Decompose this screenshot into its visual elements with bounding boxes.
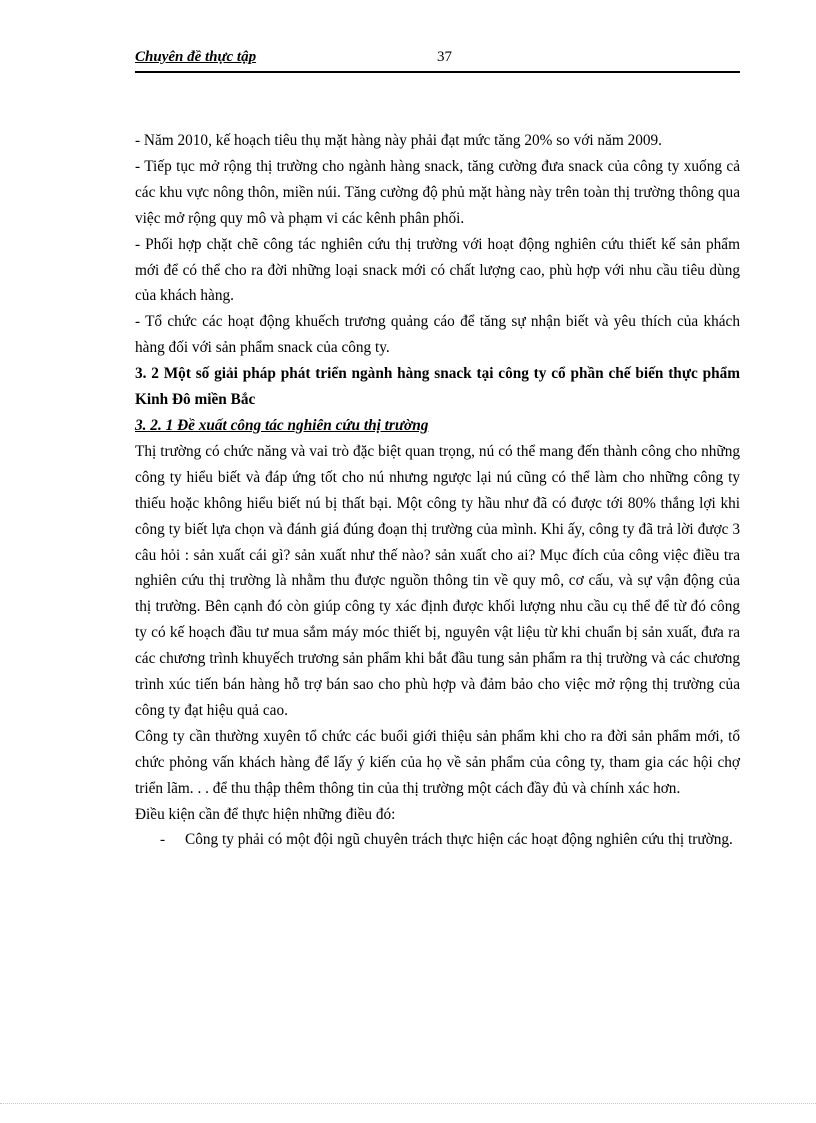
paragraph: Thị trường có chức năng và vai trò đặc biệt quan trọng, nú có thể mang đến thành công cho những công ty hiểu biết và đáp ứng tốt cho nú nhưng ngược lại nú cũng có thể làm cho những công ty thiếu hoặc không hiểu biết nú bị thất bại. Một công ty hầu như đã có được tới 80% thắng lợi khi công ty biết lựa chọn và đánh giá đúng đoạn thị trường của mình. Khi ấy, công ty đã trả lời được 3 câu hỏi : sản xuất cái gì? sản xuất như thế nào? sản xuất cho ai? Mục đích của công việc điều tra nghiên cứu thị trường là nhằm thu được nguồn thông tin về quy mô, cơ cấu, và sự vận động của thị trường. Bên cạnh đó còn giúp công ty xác định được khối lượng nhu cầu cụ thể để từ đó công ty có kế hoạch đầu tư mua sắm máy móc thiết bị, nguyên vật liệu từ khi chuẩn bị sản xuất, đưa ra các chương trình khuyếch trương sản phẩm khi bắt đầu tung sản phẩm ra thị trường và các chương trình xúc tiến bán hàng hỗ trợ bán sao cho phù hợp và đảm bảo cho việc mở rộng thị trường của công ty đạt hiệu quả cao. <box>135 442 740 719</box>
subsection-heading: 3. 2. 1 Đề xuất công tác nghiên cứu thị trường <box>135 416 429 434</box>
document-body <box>135 128 740 853</box>
paragraph: - Phối hợp chặt chẽ công tác nghiên cứu thị trường với hoạt động nghiên cứu thiết kế sản phẩm mới để có thể cho ra đời những loại snack mới có chất lượng cao, phù hợp với nhu cầu tiêu dùng của khách hàng. <box>135 235 740 305</box>
paragraph: - Tổ chức các hoạt động khuếch trương quảng cáo để tăng sự nhận biết và yêu thích của khách hàng đối với sản phẩm snack của công ty. <box>135 313 740 357</box>
list-marker: - <box>160 831 166 849</box>
page-number: 37 <box>437 49 452 65</box>
paragraph: - Năm 2010, kế hoạch tiêu thụ mặt hàng này phải đạt mức tăng 20% so với năm 2009. <box>135 132 663 149</box>
section-heading: 3. 2 Một số giải pháp phát triển ngành hàng snack tại công ty cổ phần chế biến thực phẩm Kinh Đô miền Bắc <box>135 365 740 409</box>
page-bottom-divider <box>0 1103 816 1104</box>
list-item <box>135 827 740 853</box>
page-header <box>135 47 740 73</box>
paragraph: Điều kiện cần để thực hiện những điều đó: <box>135 805 396 823</box>
paragraph: - Tiếp tục mở rộng thị trường cho ngành hàng snack, tăng cường đưa snack của công ty xuống cả các khu vực nông thôn, miền núi. Tăng cường độ phủ mặt hàng này trên toàn thị trường thông qua việc mở rộng quy mô và phạm vi các kênh phân phối. <box>135 157 740 227</box>
list-item-text: Công ty phải có một đội ngũ chuyên trách thực hiện các hoạt động nghiên cứu thị trường. <box>185 831 733 849</box>
paragraph: Công ty cần thường xuyên tổ chức các buổi giới thiệu sản phẩm khi cho ra đời sản phẩm mới, tổ chức phỏng vấn khách hàng để lấy ý kiến của họ về sản phẩm của công ty, tham gia các hội chợ triển lãm. . . để thu thập thêm thông tin của thị trường một cách đầy đủ và chính xác hơn. <box>135 727 740 797</box>
header-title: Chuyên đề thực tập <box>135 49 257 65</box>
